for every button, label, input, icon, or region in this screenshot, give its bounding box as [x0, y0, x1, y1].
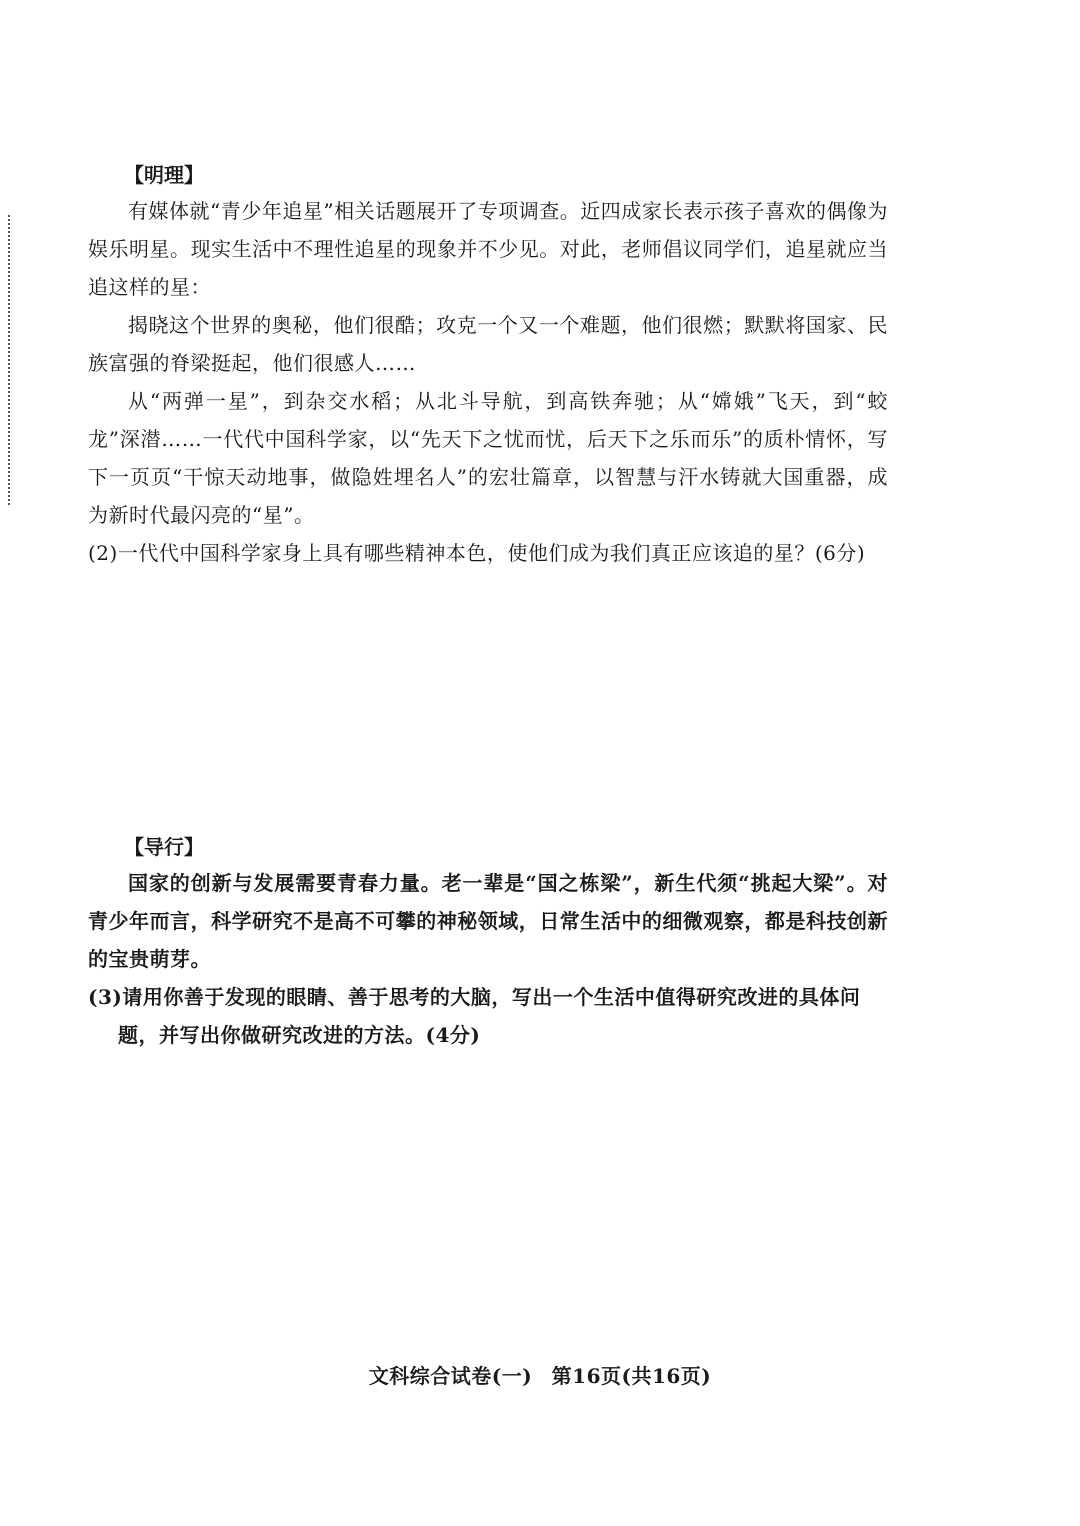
paragraph-scientists-cool: 揭晓这个世界的奥秘，他们很酷；攻克一个又一个难题，他们很燃；默默将国家、民族富强的脊梁挺起，他们很感人……: [88, 313, 888, 375]
paragraph-achievements: 从“两弹一星”，到杂交水稻；从北斗导航，到高铁奔驰；从“嫦娥”飞天，到“蛟龙”深潜……一代代中国科学家，以“先天下之忧而忧，后天下之乐而乐”的质朴情怀，写下一页页“干惊天动地事，做隐姓埋名人”的宏壮篇章，以智慧与汗水铸就大国重器，成为新时代最闪亮的“星”。: [88, 389, 888, 527]
question-2: (2)一代代中国科学家身上具有哪些精神本色，使他们成为我们真正应该追的星？(6分): [88, 541, 866, 565]
section-heading-daoxing: 【导行】: [124, 835, 204, 859]
section-heading-mingli: 【明理】: [124, 163, 204, 187]
question-3: (3)请用你善于发现的眼睛、善于思考的大脑，写出一个生活中值得研究改进的具体问题，并写出你做研究改进的方法。(4分): [88, 985, 861, 1047]
footer-page-info: 第16页(共16页): [551, 1364, 712, 1388]
paragraph-innovation: 国家的创新与发展需要青春力量。老一辈是“国之栋梁”，新生代须“挑起大梁”。对青少年而言，科学研究不是高不可攀的神秘领域，日常生活中的细微观察，都是科技创新的宝贵萌芽。: [88, 871, 888, 971]
binding-dotted-line: [8, 215, 10, 505]
paragraph-survey: 有媒体就“青少年追星”相关话题展开了专项调查。近四成家长表示孩子喜欢的偶像为娱乐明星。现实生活中不理性追星的现象并不少见。对此，老师倡议同学们，追星就应当追这样的星：: [88, 199, 888, 299]
section-mingli: [88, 158, 888, 572]
section-daoxing: [88, 830, 888, 1054]
footer-exam-name: 文科综合试卷(一): [368, 1364, 533, 1388]
page-footer: [0, 1360, 1080, 1389]
